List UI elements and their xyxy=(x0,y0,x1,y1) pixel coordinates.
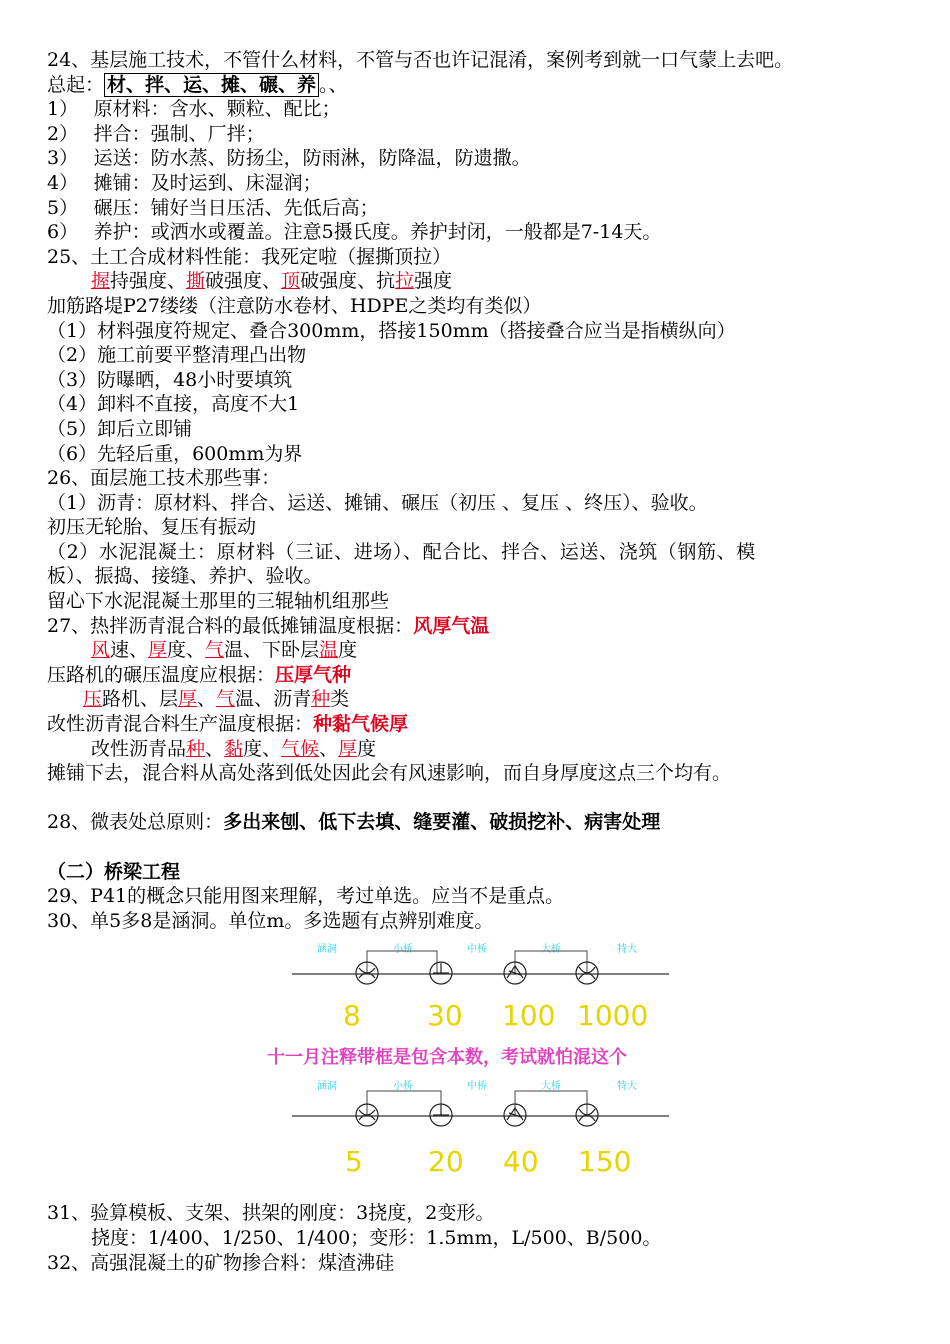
bridge-classification-diagram-1 xyxy=(47,933,927,1043)
list-item: （2）施工前要平整清理凸出物 xyxy=(47,344,307,367)
item-27-note: 摊铺下去，混合料从高处落到低处因此会有风速影响，而自身厚度这点三个均有。 xyxy=(47,762,732,785)
list-item: 6） 养护：或洒水或覆盖。注意5摄氏度。养护封闭，一般都是7-14天。 xyxy=(47,221,662,244)
fig-number: 30 xyxy=(427,999,463,1033)
item-31: 31、验算模板、支架、拱架的刚度：3挠度，2变形。 xyxy=(47,1202,495,1225)
list-item: 2） 拌合：强制、厂拌； xyxy=(47,122,265,145)
fig-number: 1000 xyxy=(577,999,649,1033)
fig-label: 中桥 xyxy=(467,944,487,956)
fig-label: 涵洞 xyxy=(317,944,337,956)
list-item: 3） 运送：防水蒸、防扬尘，防雨淋，防降温，防遗撒。 xyxy=(47,147,531,170)
item-24: 24、基层施工技术，不管什么材料，不管与否也许记混淆，案例考到就一口气蒙上去吧。 xyxy=(47,49,794,71)
item-29: 29、P41的概念只能用图来理解，考过单选。应当不是重点。 xyxy=(47,885,565,908)
key-phrase: 压厚气种 xyxy=(275,663,352,686)
fig-number: 8 xyxy=(343,999,361,1033)
item-31-detail: 挠度：1/400、1/250、1/400；变形：1.5mm，L/500、B/500。 xyxy=(91,1226,662,1249)
fig-label: 中桥 xyxy=(467,1081,487,1093)
fig-label: 小桥 xyxy=(393,1081,413,1093)
figure-note: 十一月注释带框是包含本数，考试就怕混这个 xyxy=(267,1047,627,1069)
item-28: 28、微表处总原则：多出来刨、低下去填、缝要灌、破损挖补、病害处理 xyxy=(47,811,661,834)
list-item: （1）材料强度符规定、叠合300mm，搭接150mm（搭接叠合应当是指横纵向） xyxy=(47,319,736,342)
item-27-mnemonic: 风速、厚度、气温、下卧层温度 xyxy=(91,639,358,662)
list-item: 1） 原材料：含水、颗粒、配比； xyxy=(47,98,341,121)
item-27-modified: 改性沥青混合料生产温度根据：种黏气候厚 xyxy=(47,713,409,736)
list-item: （1）沥青：原材料、拌合、运送、摊铺、碾压（初压 、复压 、终压）、验收。 xyxy=(47,491,708,514)
key-phrase: 风厚气温 xyxy=(413,614,490,637)
list-item: 板）、振捣、接缝、养护、验收。 xyxy=(47,565,323,588)
list-item: （3）防曝晒，48小时要填筑 xyxy=(47,368,293,391)
list-item: （2）水泥混凝土：原材料（三证、进场）、配合比、拌合、运送、浇筑（钢筋、模 xyxy=(47,540,756,563)
fig-label: 小桥 xyxy=(393,944,413,956)
item-32: 32、高强混凝土的矿物掺合料：煤渣沸硅 xyxy=(47,1251,395,1274)
item-26: 26、面层施工技术那些事： xyxy=(47,467,281,490)
fig-number: 5 xyxy=(345,1145,363,1179)
list-item: 4） 摊铺：及时运到、床湿润； xyxy=(47,171,322,194)
fig-number: 100 xyxy=(502,999,556,1033)
list-item: （4）卸料不直接，高度不大1 xyxy=(47,393,300,416)
item-27-roller-mnemonic: 压路机、层厚、气温、沥青种类 xyxy=(83,688,350,711)
fig-label: 特大 xyxy=(617,944,637,956)
section-heading: （二）桥梁工程 xyxy=(47,860,181,883)
item-27-roller: 压路机的碾压温度应根据：压厚气种 xyxy=(47,663,352,686)
list-item: 5） 碾压：铺好当日压活、先低后高； xyxy=(47,196,379,219)
item-25: 25、土工合成材料性能：我死定啦（握撕顶拉） xyxy=(47,245,452,268)
fig-number: 150 xyxy=(578,1145,632,1179)
item-27-modified-mnemonic: 改性沥青品种、黏度、气候、厚度 xyxy=(91,737,377,760)
item-30: 30、单5多8是涵洞。单位m。多选题有点辨别难度。 xyxy=(47,909,494,932)
fig-label: 涵洞 xyxy=(317,1081,337,1093)
fig-number: 40 xyxy=(503,1145,539,1179)
fig-label: 大桥 xyxy=(541,1081,561,1093)
key-phrase: 多出来刨、低下去填、缝要灌、破损挖补、病害处理 xyxy=(223,811,661,834)
item-27: 27、热拌沥青混合料的最低摊铺温度根据：风厚气温 xyxy=(47,614,490,637)
item-24-summary: 总起： 材、拌、运、摊、碾、养 。、 xyxy=(47,73,348,96)
list-item: 初压无轮胎、复压有振动 xyxy=(47,516,257,539)
fig-label: 特大 xyxy=(617,1081,637,1093)
item-25-mnemonic: 握持强度、撕破强度、顶破强度、抗拉强度 xyxy=(91,270,453,293)
key-phrase: 种黏气候厚 xyxy=(313,713,409,736)
list-item: （6）先轻后重，600mm为界 xyxy=(47,442,303,465)
document-page xyxy=(47,48,927,1275)
list-item: （5）卸后立即铺 xyxy=(47,417,193,440)
bridge-classification-diagram-2 xyxy=(47,1077,927,1187)
boxed-keyword: 材、拌、运、摊、碾、养 xyxy=(104,73,319,97)
fig-number: 20 xyxy=(428,1145,464,1179)
fig-label: 大桥 xyxy=(541,944,561,956)
item-25-subtitle: 加筋路堤P27缕缕（注意防水卷材、HDPE之类均有类似） xyxy=(47,294,542,317)
list-item: 留心下水泥混凝土那里的三辊轴机组那些 xyxy=(47,590,390,613)
